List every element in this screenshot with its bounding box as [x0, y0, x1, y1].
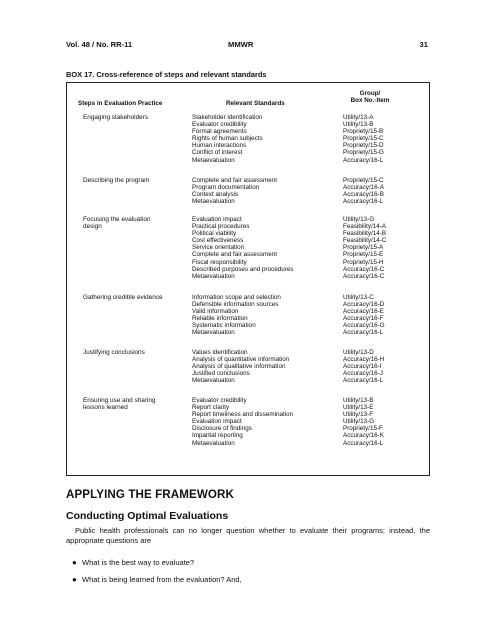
code-item: Accuracy/16-F: [343, 315, 384, 323]
standards-list: [192, 114, 352, 164]
step-line: Engaging stakeholders: [83, 114, 149, 121]
step-line: Justifying conclusions: [83, 349, 145, 356]
list-item: [72, 558, 194, 567]
code-item: Propriety/15-E: [343, 251, 384, 259]
code-item: Utility/13-C: [343, 294, 374, 301]
code-item: Utility/13-F: [343, 411, 374, 419]
box-title: BOX 17. Cross-reference of steps and relevant standards: [66, 70, 267, 79]
standard-item: Complete and fair assessment: [192, 251, 278, 259]
body-paragraph: [66, 526, 430, 545]
code-item: Accuracy/16-I: [343, 363, 382, 371]
standard-item: Analysis of qualitative information: [192, 363, 286, 371]
code-item: Accuracy/16-E: [343, 308, 384, 316]
standard-item: Metaevaluation: [192, 272, 235, 280]
step-name: [83, 216, 193, 231]
code-item: Propriety/15-F: [343, 425, 383, 433]
standard-item: Fiscal responsibility: [192, 258, 247, 266]
standard-item: Information scope and selection: [192, 294, 281, 301]
body-paragraph-text: Public health professionals can no longer question whether to evaluate their programs; instead, the appropriate questions are: [66, 526, 430, 545]
standard-item: Metaevaluation: [192, 329, 235, 337]
standard-item: Metaevaluation: [192, 156, 235, 164]
standard-item: Cost effectiveness: [192, 237, 244, 245]
step-line: design: [83, 223, 102, 231]
standard-item: Rights of human subjects: [192, 135, 263, 143]
code-item: Propriety/15-A: [343, 244, 384, 252]
standard-item: Program documentation: [192, 184, 260, 192]
column-header-standards: Relevant Standards: [226, 100, 285, 107]
standard-item: Values identification: [192, 349, 248, 356]
standard-item: Human interactions: [192, 142, 247, 150]
standard-item: Defensible information sources: [192, 301, 279, 309]
list-item-text: What is being learned from the evaluation? And,: [82, 575, 242, 584]
codes-list: [343, 397, 425, 447]
code-item: Utility/13-E: [343, 404, 374, 412]
standard-item: Evaluator credibility: [192, 121, 247, 129]
step-name: [83, 397, 193, 412]
column-header-group-line1: Group/: [359, 90, 381, 97]
code-item: Accuracy/16-J: [343, 370, 383, 378]
standard-item: Described purposes and procedures: [192, 265, 294, 273]
standard-item: Stakeholder identification: [192, 114, 263, 121]
code-item: Accuracy/16-B: [343, 191, 384, 199]
standard-item: Practical procedures: [192, 223, 250, 231]
code-item: Accuracy/16-L: [343, 329, 384, 337]
standard-item: Justified conclusions: [192, 370, 250, 378]
standards-list: [192, 397, 352, 447]
bullet-icon: ●: [72, 575, 77, 584]
standard-item: Valid information: [192, 308, 239, 316]
code-item: Feasibility/14-B: [343, 230, 387, 238]
standard-item: Reliable information: [192, 315, 248, 323]
standard-item: Systematic information: [192, 322, 256, 330]
volume-number: Vol. 48 / No. RR-11: [66, 40, 133, 49]
bullet-icon: ●: [72, 558, 77, 567]
standard-item: Formal agreements: [192, 128, 247, 136]
code-item: Propriety/15-B: [343, 128, 384, 136]
code-item: Utility/13-D: [343, 349, 374, 356]
code-item: Accuracy/16-G: [343, 322, 385, 330]
code-item: Feasibility/14-A: [343, 223, 387, 231]
step-line: lessons learned: [83, 404, 128, 412]
codes-list: [343, 177, 425, 205]
standard-item: Report timeliness and dissemination: [192, 411, 294, 419]
section-heading: APPLYING THE FRAMEWORK: [66, 488, 234, 501]
step-name: [83, 349, 193, 356]
code-item: Utility/13-G: [343, 216, 375, 223]
column-header-steps: Steps in Evaluation Practice: [78, 100, 163, 107]
codes-list: [343, 216, 425, 280]
list-item: [72, 575, 242, 584]
cross-reference-table: [66, 82, 430, 476]
standard-item: Disclosure of findings: [192, 425, 252, 433]
code-item: Utility/13-B: [343, 397, 374, 404]
code-item: Accuracy/16-L: [343, 198, 384, 206]
standard-item: Impartial reporting: [192, 432, 243, 440]
step-line: Gathering credible evidence: [83, 294, 163, 301]
code-item: Propriety/15-C: [343, 135, 384, 143]
codes-list: [343, 294, 425, 337]
column-header-group: [341, 90, 399, 105]
standard-item: Metaevaluation: [192, 377, 235, 385]
code-item: Accuracy/16-L: [343, 156, 384, 164]
code-item: Accuracy/16-A: [343, 184, 384, 192]
code-item: Accuracy/16-C: [343, 265, 385, 273]
standards-list: [192, 294, 352, 337]
standard-item: Political viability: [192, 230, 237, 238]
step-name: [83, 177, 193, 184]
standard-item: Evaluator credibility: [192, 397, 247, 404]
standard-item: Metaevaluation: [192, 198, 235, 206]
step-line: Ensuring use and sharing: [83, 397, 156, 404]
subsection-heading: Conducting Optimal Evaluations: [66, 510, 229, 522]
standard-item: Evaluation impact: [192, 418, 242, 426]
standard-item: Context analysis: [192, 191, 239, 199]
journal-name: MMWR: [228, 40, 254, 49]
code-item: Propriety/15-H: [343, 258, 384, 266]
code-item: Accuracy/16-L: [343, 377, 384, 385]
standard-item: Complete and fair assessment: [192, 177, 278, 184]
code-item: Feasibility/14-C: [343, 237, 387, 245]
code-item: Utility/13-G: [343, 418, 375, 426]
standard-item: Evaluation impact: [192, 216, 242, 223]
code-item: Accuracy/16-H: [343, 356, 385, 364]
standard-item: Conflict of interest: [192, 149, 243, 157]
code-item: Accuracy/16-L: [343, 439, 384, 447]
codes-list: [343, 349, 425, 384]
step-line: Describing the program: [83, 177, 150, 184]
column-header-group-line2: Box No.-Item: [350, 97, 390, 105]
code-item: Accuracy/16-D: [343, 301, 385, 309]
codes-list: [343, 114, 425, 164]
standards-list: [192, 177, 352, 205]
code-item: Utility/13-A: [343, 114, 374, 121]
page-header: [66, 40, 428, 52]
page-number: 31: [419, 40, 428, 49]
list-item-text: What is the best way to evaluate?: [82, 558, 195, 567]
standards-list: [192, 216, 352, 280]
step-name: [83, 114, 193, 121]
step-line: Focusing the evaluation: [83, 216, 151, 223]
step-name: [83, 294, 193, 301]
code-item: Propriety/15-G: [343, 149, 384, 157]
standard-item: Service orientation: [192, 244, 245, 252]
standard-item: Report clarity: [192, 404, 230, 412]
code-item: Utility/13-B: [343, 121, 374, 129]
code-item: Propriety/15-C: [343, 177, 384, 184]
standard-item: Analysis of quantitative information: [192, 356, 290, 364]
code-item: Propriety/15-D: [343, 142, 384, 150]
standards-list: [192, 349, 352, 384]
standard-item: Metaevaluation: [192, 439, 235, 447]
code-item: Accuracy/16-K: [343, 432, 384, 440]
code-item: Accuracy/16-C: [343, 272, 385, 280]
